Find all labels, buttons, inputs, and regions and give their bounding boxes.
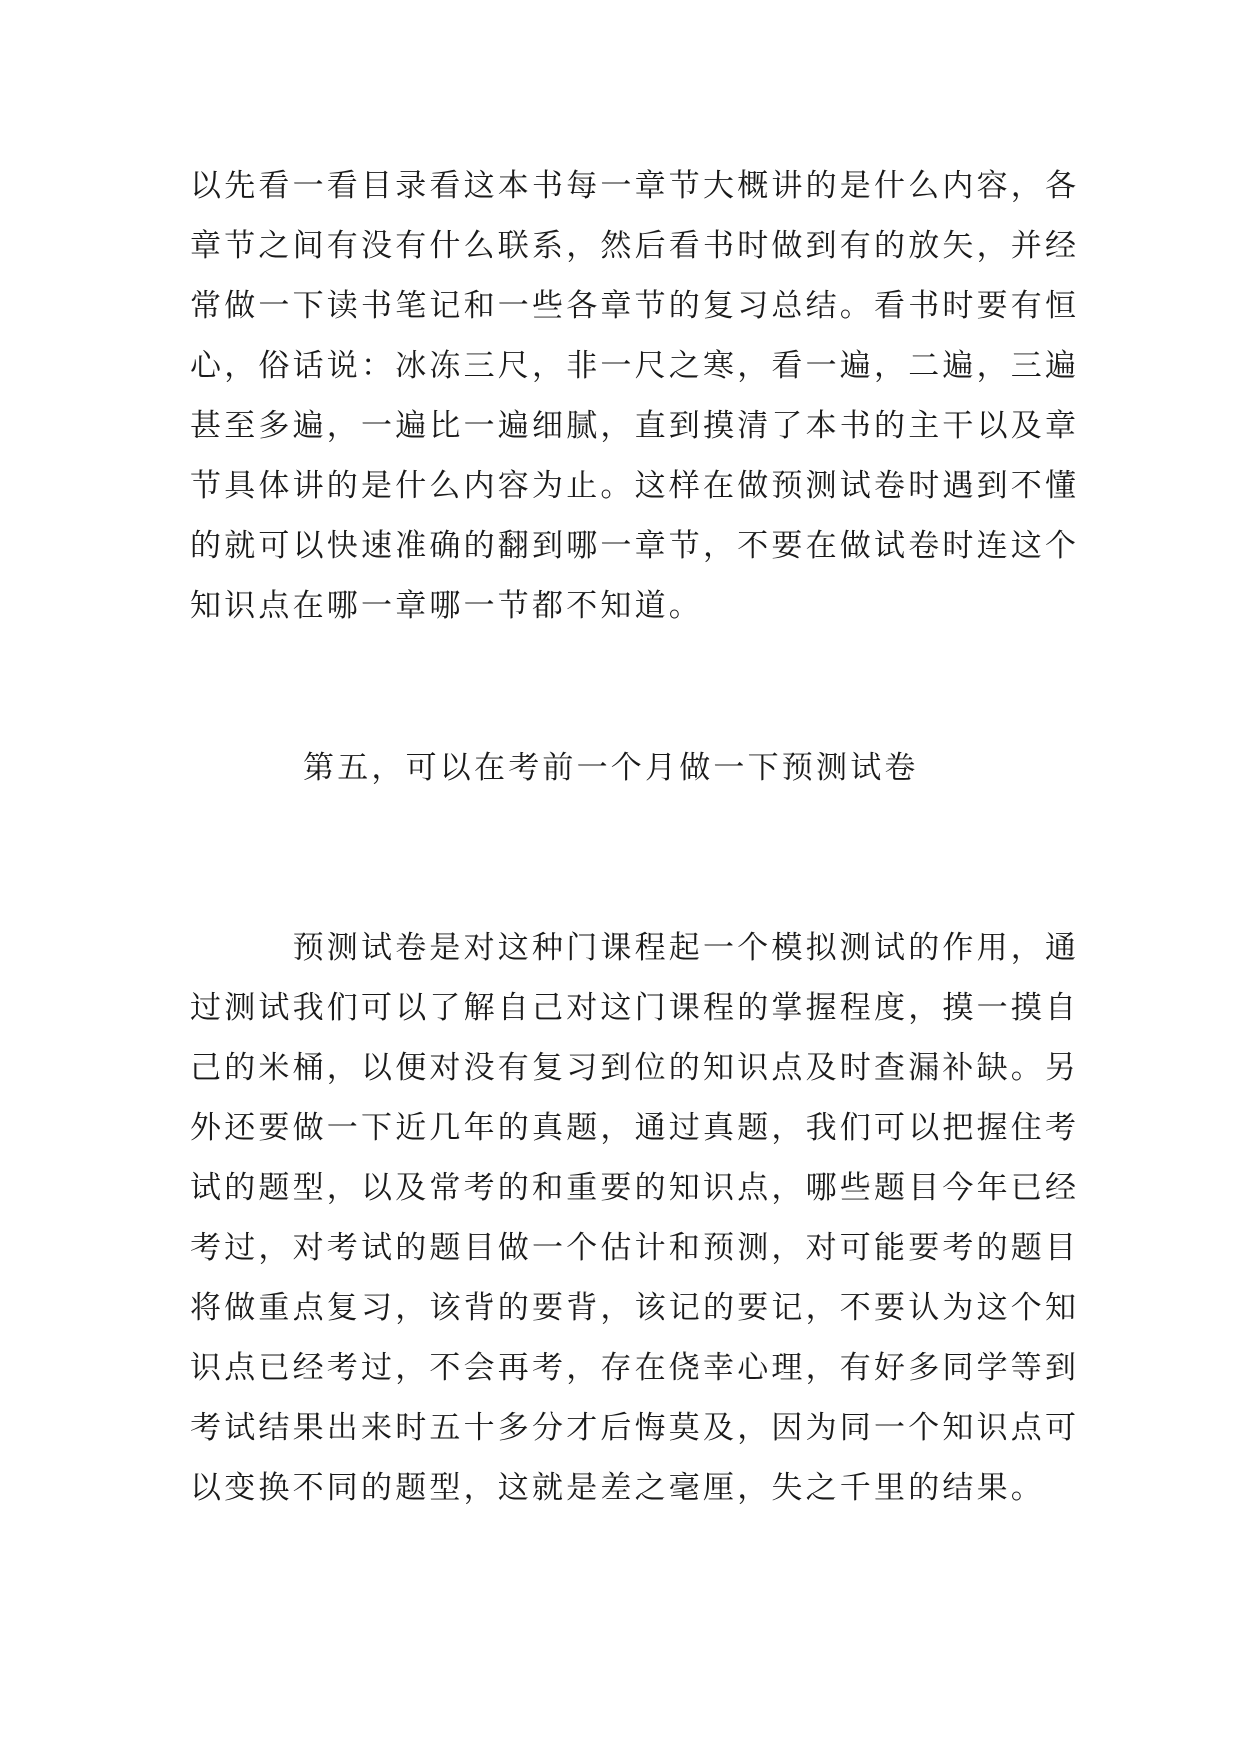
paragraph-1-line: 以先看一看目录看这本书每一章节大概讲的是什么内容，各 (190, 168, 1080, 204)
paragraph-2-line: 试的题型，以及常考的和重要的知识点，哪些题目今年已经 (190, 1170, 1080, 1206)
paragraph-2-line: 预测试卷是对这种门课程起一个模拟测试的作用，通 (190, 930, 1080, 966)
paragraph-1-line: 心，俗话说：冰冻三尺，非一尺之寒，看一遍，二遍，三遍 (190, 348, 1080, 384)
paragraph-2-line: 将做重点复习，该背的要背，该记的要记，不要认为这个知 (190, 1290, 1080, 1326)
paragraph-2-line: 过测试我们可以了解自己对这门课程的掌握程度，摸一摸自 (190, 990, 1080, 1026)
paragraph-2-line: 己的米桶，以便对没有复习到位的知识点及时查漏补缺。另 (190, 1050, 1080, 1086)
paragraph-1 (190, 156, 1080, 636)
paragraph-1-line: 甚至多遍，一遍比一遍细腻，直到摸清了本书的主干以及章 (190, 408, 1080, 444)
paragraph-2-line: 外还要做一下近几年的真题，通过真题，我们可以把握住考 (190, 1110, 1080, 1146)
paragraph-2-line: 以变换不同的题型，这就是差之毫厘，失之千里的结果。 (190, 1470, 1045, 1506)
paragraph-1-line: 节具体讲的是什么内容为止。这样在做预测试卷时遇到不懂 (190, 468, 1080, 504)
paragraph-2-line: 考过，对考试的题目做一个估计和预测，对可能要考的题目 (190, 1230, 1080, 1266)
paragraph-1-line: 知识点在哪一章哪一节都不知道。 (190, 588, 703, 624)
paragraph-1-line: 常做一下读书笔记和一些各章节的复习总结。看书时要有恒 (190, 288, 1080, 324)
paragraph-2-line: 考试结果出来时五十多分才后悔莫及，因为同一个知识点可 (190, 1410, 1080, 1446)
paragraph-2 (190, 918, 1080, 1518)
paragraph-1-line: 章节之间有没有什么联系，然后看书时做到有的放矢，并经 (190, 228, 1080, 264)
paragraph-2-line: 识点已经考过，不会再考，存在侥幸心理，有好多同学等到 (190, 1350, 1080, 1386)
section-heading: 第五，可以在考前一个月做一下预测试卷 (303, 750, 919, 786)
paragraph-1-line: 的就可以快速准确的翻到哪一章节，不要在做试卷时连这个 (190, 528, 1080, 564)
